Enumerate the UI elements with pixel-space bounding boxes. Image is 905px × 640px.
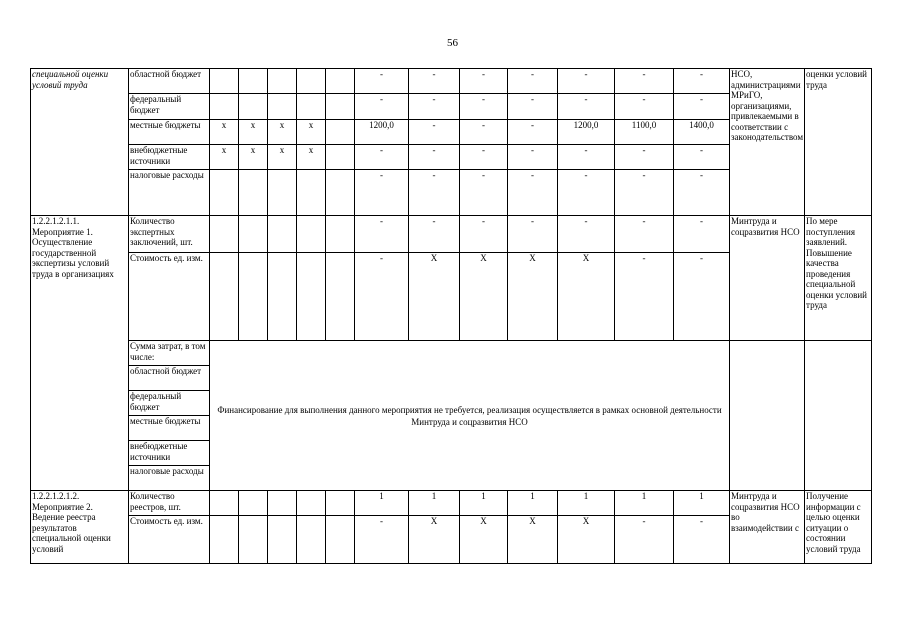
x-cell <box>297 170 326 216</box>
source-cell: Количество экспертных заключений, шт. <box>129 216 210 253</box>
value-cell: - <box>615 216 674 253</box>
value-cell: - <box>558 170 615 216</box>
value-cell: - <box>508 120 558 145</box>
value-cell: - <box>615 69 674 94</box>
cost-row-label: федеральный бюджет <box>129 391 210 416</box>
cost-row-label: Сумма затрат, в том числе: <box>129 341 210 366</box>
value-cell: - <box>355 69 409 94</box>
value-cell: - <box>460 94 508 120</box>
table-row <box>31 69 872 94</box>
value-cell: - <box>508 69 558 94</box>
value-cell: - <box>355 516 409 564</box>
empty-cell <box>239 516 268 564</box>
financing-note: Финансирование для выполнения данного мероприятия не требуется, реализация осуществляется в рамках основной деятельности Минтруда и соцразвития НСО <box>210 341 730 491</box>
value-cell: - <box>615 253 674 341</box>
value-cell: - <box>558 69 615 94</box>
table-row <box>31 491 872 516</box>
value-cell: - <box>508 170 558 216</box>
value-cell: 1 <box>558 491 615 516</box>
x-cell: x <box>268 120 297 145</box>
executor-cell <box>730 341 805 491</box>
value-cell: - <box>460 69 508 94</box>
empty-cell <box>297 253 326 341</box>
value-cell: - <box>460 216 508 253</box>
value-cell: - <box>355 216 409 253</box>
source-cell: налоговые расходы <box>129 170 210 216</box>
x-cell <box>297 69 326 94</box>
value-cell: - <box>508 145 558 170</box>
empty-cell <box>326 216 355 253</box>
value-cell: 1400,0 <box>674 120 730 145</box>
empty-cell <box>268 491 297 516</box>
cost-row-label: местные бюджеты <box>129 416 210 441</box>
executor-cell: Минтруда и соцразвития НСО <box>730 216 805 341</box>
value-cell: - <box>409 94 460 120</box>
value-cell: - <box>409 170 460 216</box>
value-cell: - <box>615 145 674 170</box>
empty-cell <box>239 253 268 341</box>
value-cell: - <box>355 253 409 341</box>
value-cell: - <box>460 170 508 216</box>
cost-row-label: областной бюджет <box>129 366 210 391</box>
value-cell: - <box>558 216 615 253</box>
executor-cell: НСО, администрациями МРиГО, организациями, привлекаемыми в соответствии с законодательством <box>730 69 805 216</box>
x-cell <box>268 69 297 94</box>
empty-cell <box>268 516 297 564</box>
source-cell: федеральный бюджет <box>129 94 210 120</box>
x-cell <box>268 170 297 216</box>
empty-cell <box>326 145 355 170</box>
cost-row-label: налоговые расходы <box>129 466 210 491</box>
value-cell: 1 <box>508 491 558 516</box>
value-cell: X <box>508 516 558 564</box>
result-cell: Получение информации с целью оценки ситуации о состоянии условий труда <box>805 491 872 564</box>
table-row <box>31 341 872 366</box>
value-cell: 1200,0 <box>355 120 409 145</box>
activity-title: 1.2.2.1.2.1.1. Мероприятие 1. Осуществление государственной экспертизы условий труда в организациях <box>31 216 129 491</box>
executor-cell: Минтруда и соцразвития НСО во взаимодействии с <box>730 491 805 564</box>
value-cell: X <box>409 516 460 564</box>
cost-row-label: внебюджетные источники <box>129 441 210 466</box>
empty-cell <box>326 120 355 145</box>
empty-cell <box>326 69 355 94</box>
value-cell: - <box>615 516 674 564</box>
value-cell: - <box>460 145 508 170</box>
source-cell: областной бюджет <box>129 69 210 94</box>
empty-cell <box>326 516 355 564</box>
empty-cell <box>268 253 297 341</box>
empty-cell <box>326 491 355 516</box>
value-cell: - <box>508 216 558 253</box>
x-cell: x <box>268 145 297 170</box>
x-cell <box>239 69 268 94</box>
value-cell: - <box>355 170 409 216</box>
x-cell: x <box>239 145 268 170</box>
source-cell: Стоимость ед. изм. <box>129 516 210 564</box>
empty-cell <box>297 516 326 564</box>
value-cell: - <box>674 145 730 170</box>
x-cell <box>210 170 239 216</box>
x-cell <box>239 170 268 216</box>
value-cell: - <box>355 145 409 170</box>
value-cell: 1 <box>355 491 409 516</box>
value-cell: 1200,0 <box>558 120 615 145</box>
x-cell <box>268 94 297 120</box>
value-cell: X <box>460 253 508 341</box>
value-cell: X <box>460 516 508 564</box>
x-cell <box>210 69 239 94</box>
value-cell: - <box>615 170 674 216</box>
value-cell: - <box>674 69 730 94</box>
result-cell: оценки условий труда <box>805 69 872 216</box>
activity-title: специальной оценки условий труда <box>31 69 129 216</box>
value-cell: 1100,0 <box>615 120 674 145</box>
source-cell: местные бюджеты <box>129 120 210 145</box>
value-cell: - <box>508 94 558 120</box>
x-cell: x <box>210 145 239 170</box>
value-cell: - <box>674 94 730 120</box>
value-cell: X <box>558 253 615 341</box>
value-cell: X <box>558 516 615 564</box>
x-cell <box>239 94 268 120</box>
table-row <box>31 216 872 253</box>
result-cell <box>805 341 872 491</box>
value-cell: 1 <box>409 491 460 516</box>
value-cell: 1 <box>674 491 730 516</box>
page-number: 56 <box>447 37 458 49</box>
x-cell: x <box>210 120 239 145</box>
value-cell: - <box>409 216 460 253</box>
empty-cell <box>210 216 239 253</box>
value-cell: - <box>674 216 730 253</box>
value-cell: - <box>409 69 460 94</box>
x-cell: x <box>239 120 268 145</box>
result-cell: По мере поступления заявлений. Повышение качества проведения специальной оценки условий труда <box>805 216 872 341</box>
source-cell: внебюджетные источники <box>129 145 210 170</box>
x-cell: x <box>297 120 326 145</box>
empty-cell <box>297 216 326 253</box>
value-cell: - <box>558 94 615 120</box>
empty-cell <box>239 216 268 253</box>
source-cell: Стоимость ед. изм. <box>129 253 210 341</box>
value-cell: - <box>674 516 730 564</box>
empty-cell <box>239 491 268 516</box>
value-cell: - <box>409 120 460 145</box>
empty-cell <box>210 253 239 341</box>
value-cell: - <box>558 145 615 170</box>
value-cell: - <box>674 253 730 341</box>
value-cell: - <box>615 94 674 120</box>
x-cell <box>297 94 326 120</box>
value-cell: 1 <box>615 491 674 516</box>
x-cell <box>210 94 239 120</box>
empty-cell <box>326 253 355 341</box>
empty-cell <box>326 170 355 216</box>
value-cell: - <box>409 145 460 170</box>
value-cell: - <box>674 170 730 216</box>
value-cell: - <box>355 94 409 120</box>
empty-cell <box>210 491 239 516</box>
value-cell: 1 <box>460 491 508 516</box>
value-cell: X <box>508 253 558 341</box>
activity-title: 1.2.2.1.2.1.2. Мероприятие 2. Ведение реестра результатов специальной оценки условий <box>31 491 129 564</box>
x-cell: x <box>297 145 326 170</box>
value-cell: X <box>409 253 460 341</box>
source-cell: Количество реестров, шт. <box>129 491 210 516</box>
empty-cell <box>268 216 297 253</box>
empty-cell <box>297 491 326 516</box>
value-cell: - <box>460 120 508 145</box>
program-table <box>30 68 872 564</box>
empty-cell <box>210 516 239 564</box>
empty-cell <box>326 94 355 120</box>
